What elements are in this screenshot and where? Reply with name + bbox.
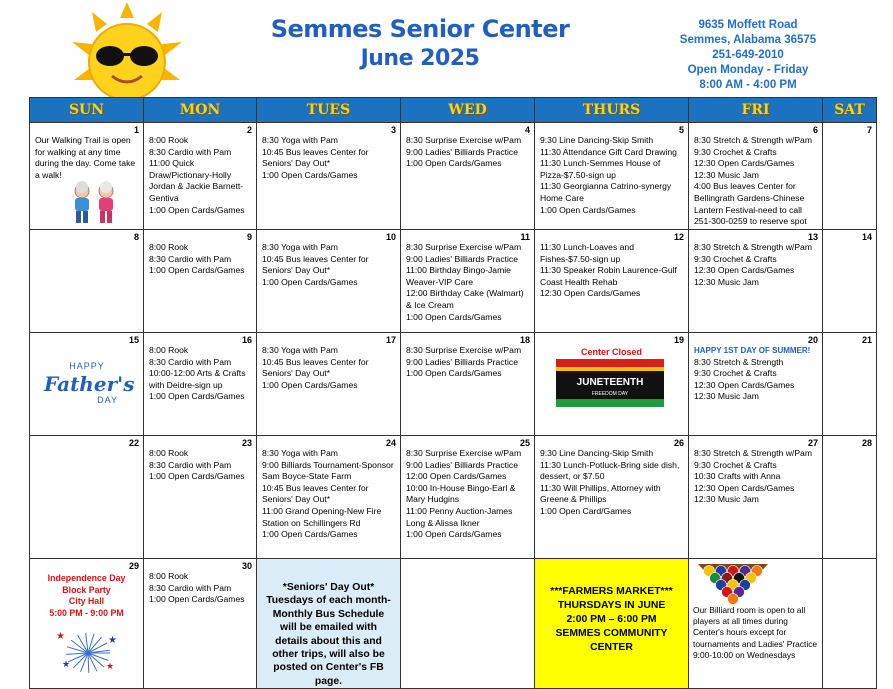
event-list <box>257 559 400 571</box>
day-cell-wed <box>401 559 535 689</box>
fireworks-icon <box>48 623 128 673</box>
event-item: 1:00 Open Cards/Games <box>540 204 636 215</box>
calendar-header <box>0 0 893 96</box>
day-cell-sun <box>30 559 144 689</box>
day-cell-sat <box>823 123 877 230</box>
event-item: 11:30 Speaker Robin Laurence-Gulf Coast Health Rehab <box>540 265 677 287</box>
event-list <box>257 436 400 541</box>
day-number: 30 <box>241 561 252 571</box>
day-cell-content <box>30 559 143 671</box>
day-cell-content <box>689 123 822 228</box>
day-cell-content <box>257 230 400 288</box>
fathers-day-graphic <box>44 361 135 406</box>
event-item: 8:30 Yoga with Pam <box>262 135 338 145</box>
day-cell-sat <box>823 436 877 559</box>
independence-day-event <box>30 573 143 619</box>
hours-days: Open Monday - Friday <box>687 64 809 76</box>
first-day-of-summer: HAPPY 1ST DAY OF SUMMER! <box>694 346 811 355</box>
day-number: 20 <box>807 335 818 345</box>
event-list <box>257 333 400 391</box>
seniors-day-out-note <box>257 571 400 688</box>
event-item: 1:00 Open Cards/Games <box>149 594 245 605</box>
juneteenth-banner <box>556 359 664 407</box>
event-list <box>689 123 822 228</box>
day-cell-content <box>144 559 256 606</box>
event-item: 9:30 Crochet & Crafts <box>694 253 777 264</box>
day-number: 17 <box>385 335 396 345</box>
event-item: 12:30 Open Cards/Games <box>694 379 795 390</box>
event-item: 9:30 Line Dancing-Skip Smith <box>540 448 654 458</box>
day-cell-wed <box>401 230 535 333</box>
day-cell-wed <box>401 436 535 559</box>
week-row <box>30 436 877 559</box>
day-cell-content <box>257 436 400 541</box>
independence-line: Block Party <box>62 584 111 595</box>
day-cell-sat <box>823 559 877 689</box>
day-cell-content <box>823 559 876 571</box>
day-cell-content <box>689 333 822 403</box>
day-cell-content <box>257 123 400 181</box>
day-cell-sat <box>823 333 877 436</box>
event-item: 9:00 Ladies' Billiards Practice <box>406 146 518 157</box>
day-cell-content <box>401 436 534 541</box>
day-cell-content <box>401 333 534 380</box>
event-item: 9:30 Crochet & Crafts <box>694 459 777 470</box>
juneteenth-title: JUNETEENTH <box>576 377 644 388</box>
event-list <box>144 123 256 216</box>
day-cell-thurs <box>535 123 689 230</box>
event-item: 8:30 Surprise Exercise w/Pam <box>406 242 522 252</box>
week-row <box>30 333 877 436</box>
hours-time: 8:00 AM - 4:00 PM <box>699 79 797 91</box>
event-item: 11:30 Georgianna Catrino-synergy Home Care <box>540 181 672 203</box>
day-cell-content <box>535 123 688 216</box>
day-cell-mon <box>144 559 257 689</box>
event-list <box>535 559 688 571</box>
day-number: 13 <box>807 232 818 242</box>
day-header-mon: MON <box>144 98 257 123</box>
event-item: 12:30 Open Cards/Games <box>694 482 795 493</box>
event-item: 10:45 Bus leaves Center for Seniors' Day Out* <box>262 146 369 169</box>
day-cell-mon <box>144 436 257 559</box>
address: 9635 Moffett Road <box>698 19 798 31</box>
event-item: 10:45 Bus leaves Center for Seniors' Day Out* <box>262 356 369 379</box>
event-list <box>823 559 876 571</box>
day-cell-content <box>689 559 822 660</box>
event-item: 10:30 Crafts with Anna <box>694 471 781 482</box>
event-item: 1:00 Open Cards/Games <box>149 391 245 402</box>
event-item: 9:00 Ladies' Billiards Practice <box>406 459 518 470</box>
day-cell-fri <box>689 559 823 689</box>
billiard-balls-icon <box>694 562 772 604</box>
event-item: 8:30 Stretch & Strength w/Pam <box>694 448 812 458</box>
farmers-market-line: ***FARMERS MARKET*** <box>550 586 673 597</box>
day-cell-sun <box>30 333 144 436</box>
event-item: 8:30 Yoga with Pam <box>262 345 338 355</box>
day-cell-content <box>30 230 143 242</box>
event-item: 12:30 Music Jam <box>694 169 759 180</box>
event-item: 1:00 Open Cards/Games <box>149 265 245 276</box>
day-number: 23 <box>241 438 252 448</box>
day-cell-thurs <box>535 559 689 689</box>
day-number: 1 <box>133 125 139 135</box>
day-header-tues: TUES <box>257 98 401 123</box>
day-cell-tues <box>257 333 401 436</box>
event-item: 11:00 Penny Auction-James Long & Alissa Ikner <box>406 505 513 528</box>
event-item: 8:30 Stretch & Strength w/Pam <box>694 135 812 145</box>
event-item: 9:00 Ladies' Billiards Practice <box>406 356 518 367</box>
event-list <box>30 436 143 448</box>
event-item: 8:30 Yoga with Pam <box>262 242 338 252</box>
event-list <box>401 559 534 571</box>
day-cell-mon <box>144 333 257 436</box>
day-cell-thurs <box>535 436 689 559</box>
svg-text:★: ★ <box>106 661 115 671</box>
day-header-wed: WED <box>401 98 535 123</box>
day-number: 19 <box>673 335 684 345</box>
event-item: 8:00 Rook <box>149 345 189 355</box>
day-cell-tues <box>257 230 401 333</box>
banner-stripe-red <box>556 359 664 367</box>
event-item: 9:00 Ladies' Billiards Practice <box>406 253 518 264</box>
event-item: 12:30 Music Jam <box>694 276 759 287</box>
event-list <box>535 230 688 300</box>
event-item: 8:30 Cardio with Pam <box>149 356 232 367</box>
day-cell-content <box>823 436 876 448</box>
contact-info <box>648 18 848 93</box>
event-item: 12:30 Open Cards/Games <box>694 265 795 276</box>
event-item: 11:30 Will Phillips, Attorney with Greene & Phillips <box>540 482 661 505</box>
day-number: 24 <box>385 438 396 448</box>
week-row <box>30 230 877 333</box>
event-item: 8:30 Cardio with Pam <box>149 146 232 157</box>
event-item: 1:00 Open Cards/Games <box>406 368 502 379</box>
event-list <box>535 333 688 345</box>
week-row <box>30 559 877 689</box>
event-item: 8:30 Stretch & Strength <box>694 356 784 367</box>
day-number: 14 <box>861 232 872 242</box>
day-cell-sat <box>823 230 877 333</box>
day-cell-content <box>30 436 143 448</box>
event-list <box>401 230 534 323</box>
event-list <box>144 230 256 277</box>
day-cell-mon <box>144 123 257 230</box>
event-item: 4:00 Bus leaves Center for Bellingrath Gardens-Chinese Lantern Festival-need to call 251-300-0259 to reserve spot <box>694 181 807 227</box>
day-cell-content <box>823 333 876 345</box>
event-item: 10:00-12:00 Arts & Crafts with Deidre-sign up <box>149 368 246 390</box>
day-number: 9 <box>246 232 252 242</box>
day-cell-content <box>144 123 256 216</box>
day-number: 26 <box>673 438 684 448</box>
event-list <box>144 559 256 606</box>
title-center-name: Semmes Senior Center <box>270 15 570 43</box>
event-item: 1:00 Open Cards/Games <box>149 471 245 482</box>
event-list <box>257 230 400 288</box>
event-item: 1:00 Open Cards/Games <box>262 276 358 287</box>
event-item: 8:30 Stretch & Strength w/Pam <box>694 242 812 252</box>
event-item: 1:00 Open Cards/Games <box>406 311 502 322</box>
event-item: 8:30 Surprise Exercise w/Pam <box>406 448 522 458</box>
day-cell-content <box>144 436 256 483</box>
calendar-grid <box>29 97 877 689</box>
day-header-sun: SUN <box>30 98 144 123</box>
event-item: 8:30 Cardio with Pam <box>149 582 232 593</box>
day-cell-content <box>401 123 534 170</box>
event-item: 12:30 Music Jam <box>694 391 759 402</box>
event-item: 12:30 Open Cards/Games <box>694 158 795 169</box>
day-cell-content <box>535 230 688 300</box>
day-number: 15 <box>128 335 139 345</box>
fathers-day-happy: HAPPY <box>69 361 105 371</box>
event-item: 8:30 Surprise Exercise w/Pam <box>406 135 522 145</box>
day-cell-sun <box>30 123 144 230</box>
center-closed-label: Center Closed <box>580 347 642 357</box>
page-title <box>240 14 600 74</box>
sun-with-sunglasses-icon <box>52 0 202 100</box>
svg-text:★: ★ <box>56 631 65 642</box>
independence-line: Independence Day <box>47 573 126 583</box>
event-list <box>535 436 688 518</box>
day-cell-content <box>689 230 822 288</box>
day-header-thurs: THURS <box>535 98 689 123</box>
day-cell-wed <box>401 123 535 230</box>
day-number: 4 <box>524 125 530 135</box>
event-item: 11:00 Grand Opening-New Fire Station on Schillingers Rd <box>262 505 382 528</box>
event-item: 8:00 Rook <box>149 242 189 252</box>
event-item: 10:00 In-House Bingo-Earl & Mary Hudgins <box>406 482 516 505</box>
day-number: 3 <box>390 125 396 135</box>
day-number: 2 <box>246 125 252 135</box>
day-header-sat: SAT <box>823 98 877 123</box>
event-list <box>689 230 822 288</box>
phone: 251-649-2010 <box>712 49 784 61</box>
event-item: 12:30 Music Jam <box>694 494 759 505</box>
day-number: 25 <box>519 438 530 448</box>
seniors-day-out-body: Tuesdays of each month-Monthly Bus Schedule will be emailed with details about this and other trips, will also be posted on Center's FB page. <box>266 595 391 687</box>
seniors-day-out-title: *Seniors' Day Out* <box>282 582 375 593</box>
farmers-market-line: THURSDAYS IN JUNE <box>557 600 666 611</box>
event-list <box>30 230 143 242</box>
event-item: 9:30 Line Dancing-Skip Smith <box>540 135 654 145</box>
event-item: 1:00 Open Cards/Games <box>262 379 358 390</box>
fathers-day-day: DAY <box>97 394 118 405</box>
banner-stripe-yellow <box>556 367 664 371</box>
event-item: 11:00 Quick Draw/Pictionary-Holly Jordan & Jackie Barnett-Gentiva <box>149 158 244 203</box>
day-cell-tues <box>257 123 401 230</box>
event-item: 12:30 Open Cards/Games <box>540 288 641 299</box>
day-number: 16 <box>241 335 252 345</box>
day-cell-tues <box>257 436 401 559</box>
event-item: 10:45 Bus leaves Center for Seniors' Day Out* <box>262 482 369 505</box>
event-item: 9:00 Billiards Tournament-Sponsor Sam Boyce-State Farm <box>262 459 394 482</box>
event-item: 11:00 Birthday Bingo-Jamie Weaver-VIP Care <box>406 265 511 287</box>
day-cell-content <box>535 436 688 518</box>
event-list <box>30 333 143 345</box>
day-number: 27 <box>807 438 818 448</box>
day-cell-fri <box>689 436 823 559</box>
event-item: 8:30 Cardio with Pam <box>149 459 232 470</box>
day-cell-fri <box>689 123 823 230</box>
independence-line: 5:00 PM - 9:00 PM <box>49 607 124 618</box>
event-list <box>30 559 143 571</box>
day-header-fri: FRI <box>689 98 823 123</box>
day-cell-content <box>144 333 256 403</box>
day-cell-content <box>401 559 534 571</box>
event-item: 1:00 Open Cards/Games <box>149 204 245 215</box>
day-cell-content <box>257 559 400 688</box>
event-list <box>535 123 688 216</box>
day-number: 29 <box>128 561 139 571</box>
day-number: 7 <box>866 125 872 135</box>
event-item: 8:30 Surprise Exercise w/Pam <box>406 345 522 355</box>
event-item: 12:00 Open Cards/Games <box>406 471 507 482</box>
event-item: 8:00 Rook <box>149 448 189 458</box>
event-item: 11:30 Attendance Gift Card Drawing <box>540 146 677 157</box>
event-item: 1:00 Open Cards/Games <box>406 158 502 169</box>
day-number: 5 <box>678 125 684 135</box>
svg-text:★: ★ <box>108 635 117 646</box>
day-cell-content <box>401 230 534 323</box>
farmers-market-line: 2:00 PM – 6:00 PM <box>566 614 657 625</box>
day-number: 11 <box>520 232 530 242</box>
event-list <box>401 436 534 541</box>
event-item: 8:30 Yoga with Pam <box>262 448 338 458</box>
day-number: 21 <box>861 335 872 345</box>
day-cell-content <box>823 230 876 242</box>
day-number: 8 <box>133 232 139 242</box>
event-item: 8:00 Rook <box>149 571 189 581</box>
day-cell-content <box>535 333 688 397</box>
event-item: 11:30 Lunch-Potluck-Bring side dish, dessert, or $7.50 <box>540 459 680 482</box>
day-header-row <box>30 98 877 123</box>
event-item: 9:30 Crochet & Crafts <box>694 368 777 379</box>
day-number: 18 <box>519 335 530 345</box>
walking-seniors-icon <box>64 181 124 227</box>
day-cell-sun <box>30 230 144 333</box>
day-cell-tues <box>257 559 401 689</box>
day-cell-mon <box>144 230 257 333</box>
farmers-market-note <box>535 571 688 655</box>
event-list <box>30 123 143 181</box>
event-list <box>144 333 256 403</box>
day-cell-content <box>823 123 876 135</box>
day-cell-content <box>689 436 822 506</box>
event-item: Our Walking Trail is open for walking at any time during the day. Come take a walk! <box>35 135 136 180</box>
event-item: 8:00 Rook <box>149 135 189 145</box>
day-cell-content <box>30 333 143 405</box>
day-number: 6 <box>812 125 818 135</box>
event-list <box>144 436 256 483</box>
day-cell-wed <box>401 333 535 436</box>
fathers-day-fathers: Father's <box>44 371 135 396</box>
event-item: 9:30 Crochet & Crafts <box>694 146 777 157</box>
event-item: 8:30 Cardio with Pam <box>149 253 232 264</box>
farmers-market-line: SEMMES COMMUNITY CENTER <box>555 628 668 653</box>
day-number: 28 <box>861 438 872 448</box>
event-item: 12:00 Birthday Cake (Walmart) & Ice Cream <box>406 288 524 310</box>
day-cell-sun <box>30 436 144 559</box>
day-number: 12 <box>673 232 684 242</box>
event-item: 1:00 Open Cards/Games <box>262 529 358 540</box>
day-cell-content <box>257 333 400 391</box>
event-list <box>689 436 822 506</box>
day-cell-thurs <box>535 333 689 436</box>
event-list <box>401 333 534 380</box>
svg-text:★: ★ <box>62 659 71 669</box>
event-item: 10:45 Bus leaves Center for Seniors' Day Out* <box>262 253 369 276</box>
day-cell-thurs <box>535 230 689 333</box>
independence-line: City Hall <box>68 596 105 606</box>
event-item: 1:00 Open Card/Games <box>540 505 632 516</box>
day-cell-fri <box>689 230 823 333</box>
day-number: 22 <box>128 438 139 448</box>
event-item: 11:30 Lunch-Semmes House of Pizza-$7.50-sign up <box>540 158 661 180</box>
title-month: June 2025 <box>360 46 480 71</box>
day-number: 10 <box>385 232 396 242</box>
billiards-note: Our Billiard room is open to all players at all times during Center's hours except for tournaments and Ladies' Practice 9:00-10:00 on Wednesdays <box>693 605 818 660</box>
day-cell-fri <box>689 333 823 436</box>
day-cell-content <box>144 230 256 277</box>
juneteenth-subtitle: FREEDOM DAY <box>591 391 629 397</box>
event-item: 11:30 Lunch-Loaves and Fishes-$7.50-sign up <box>540 242 634 264</box>
event-list <box>689 333 822 403</box>
week-row <box>30 123 877 230</box>
event-item: 1:00 Open Cards/Games <box>262 169 358 180</box>
day-cell-content <box>535 559 688 655</box>
event-list <box>257 123 400 181</box>
day-cell-content <box>30 123 143 181</box>
event-item: 1:00 Open Cards/Games <box>406 529 502 540</box>
city-state-zip: Semmes, Alabama 36575 <box>679 34 817 46</box>
event-list <box>401 123 534 170</box>
